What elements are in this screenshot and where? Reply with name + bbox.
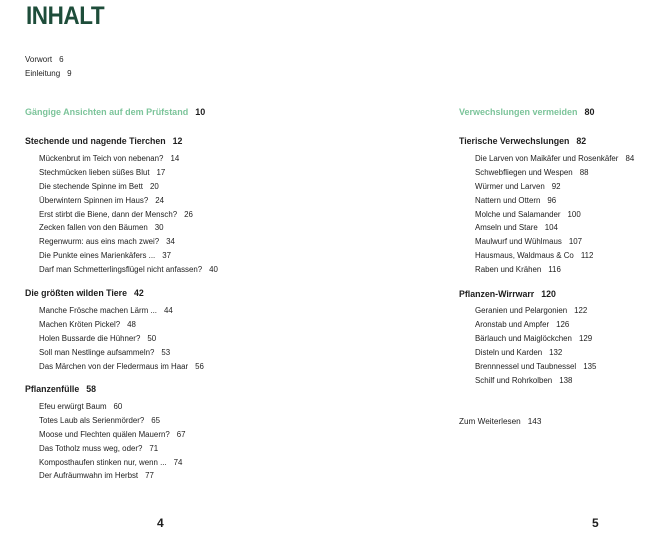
toc-entry-label: Zum Weiterlesen xyxy=(459,417,521,426)
toc-item-page: 14 xyxy=(170,154,180,163)
toc-item[interactable] xyxy=(475,319,569,330)
toc-item-page: 100 xyxy=(567,210,581,219)
toc-item-label: Amseln und Stare xyxy=(475,223,538,232)
toc-item[interactable] xyxy=(39,236,175,247)
toc-entry-weiterlesen[interactable] xyxy=(459,416,541,427)
toc-item-label: Moose und Flechten quälen Mauern? xyxy=(39,430,170,439)
toc-item[interactable] xyxy=(39,264,218,275)
toc-item-label: Molche und Salamander xyxy=(475,210,561,219)
toc-item[interactable] xyxy=(475,209,581,220)
toc-part-label: Verwechslungen vermeiden xyxy=(459,107,578,117)
toc-item[interactable] xyxy=(475,222,558,233)
toc-section-label: Pflanzen-Wirrwarr xyxy=(459,289,535,299)
toc-entry-page: 143 xyxy=(527,417,542,426)
toc-item[interactable] xyxy=(39,209,193,220)
toc-item-label: Soll man Nestlinge aufsammeln? xyxy=(39,348,155,357)
toc-item-page: 30 xyxy=(154,223,164,232)
toc-item-label: Totes Laub als Serienmörder? xyxy=(39,416,145,425)
toc-entry-label: Einleitung xyxy=(25,69,61,78)
toc-item-page: 26 xyxy=(184,210,193,219)
toc-item[interactable] xyxy=(39,429,186,440)
toc-item-page: 37 xyxy=(162,251,172,260)
toc-item-page: 88 xyxy=(579,168,589,177)
toc-item[interactable] xyxy=(39,319,136,330)
toc-item[interactable] xyxy=(475,264,561,275)
toc-section[interactable] xyxy=(25,136,182,147)
toc-section-label: Stechende und nagende Tierchen xyxy=(25,136,166,146)
toc-part-page: 80 xyxy=(584,107,595,117)
toc-item-label: Erst stirbt die Biene, dann der Mensch? xyxy=(39,210,178,219)
toc-item-page: 44 xyxy=(163,306,173,315)
toc-item-label: Holen Bussarde die Hühner? xyxy=(39,334,141,343)
toc-item-page: 60 xyxy=(113,402,123,411)
toc-item[interactable] xyxy=(39,470,154,481)
toc-item-page: 40 xyxy=(209,265,218,274)
toc-entry-vorwort[interactable] xyxy=(25,54,64,65)
toc-item-page: 104 xyxy=(544,223,558,232)
toc-part-label: Gängige Ansichten auf dem Prüfstand xyxy=(25,107,189,117)
toc-item[interactable] xyxy=(475,181,561,192)
toc-item-label: Die Punkte eines Marienkäfers ... xyxy=(39,251,156,260)
toc-item[interactable] xyxy=(475,167,588,178)
toc-item[interactable] xyxy=(39,222,164,233)
toc-item[interactable] xyxy=(39,333,156,344)
toc-item-label: Das Märchen von der Fledermaus im Haar xyxy=(39,362,189,371)
toc-item-label: Disteln und Karden xyxy=(475,348,543,357)
toc-item-label: Der Aufräumwahn im Herbst xyxy=(39,471,139,480)
toc-item-page: 67 xyxy=(176,430,186,439)
toc-item[interactable] xyxy=(475,153,634,164)
toc-item-page: 71 xyxy=(149,444,159,453)
toc-item-page: 107 xyxy=(568,237,583,246)
toc-item-label: Überwintern Spinnen im Haus? xyxy=(39,196,149,205)
toc-item[interactable] xyxy=(39,195,164,206)
toc-entry-page: 9 xyxy=(67,69,72,78)
toc-item-page: 24 xyxy=(155,196,164,205)
toc-item-label: Maulwurf und Wühlmaus xyxy=(475,237,562,246)
toc-item-label: Das Totholz muss weg, oder? xyxy=(39,444,143,453)
toc-item[interactable] xyxy=(475,333,592,344)
toc-section-label: Die größten wilden Tiere xyxy=(25,288,127,298)
toc-item-page: 138 xyxy=(559,376,573,385)
toc-item-label: Machen Kröten Pickel? xyxy=(39,320,121,329)
toc-item-page: 84 xyxy=(625,154,635,163)
toc-item-page: 116 xyxy=(548,265,561,274)
page-number-left: 4 xyxy=(157,516,164,530)
toc-item-label: Geranien und Pelargonien xyxy=(475,306,568,315)
toc-item[interactable] xyxy=(475,361,596,372)
toc-item-label: Raben und Krähen xyxy=(475,265,542,274)
toc-item-page: 34 xyxy=(166,237,175,246)
toc-item-page: 17 xyxy=(156,168,166,177)
toc-item-label: Mückenbrut im Teich von nebenan? xyxy=(39,154,164,163)
toc-item[interactable] xyxy=(475,250,593,261)
toc-section[interactable] xyxy=(25,384,96,395)
toc-section[interactable] xyxy=(459,289,556,300)
toc-item-label: Hausmaus, Waldmaus & Co xyxy=(475,251,574,260)
page-number-right: 5 xyxy=(592,516,599,530)
toc-item-page: 122 xyxy=(574,306,588,315)
toc-item-page: 112 xyxy=(580,251,594,260)
toc-part-right[interactable] xyxy=(459,107,595,118)
toc-section-page: 12 xyxy=(172,136,183,146)
toc-item-page: 74 xyxy=(173,458,183,467)
toc-section-page: 82 xyxy=(576,136,587,146)
toc-item[interactable] xyxy=(39,457,182,468)
toc-section[interactable] xyxy=(459,136,586,147)
toc-item[interactable] xyxy=(475,375,572,386)
toc-item-label: Manche Frösche machen Lärm ... xyxy=(39,306,157,315)
toc-item-label: Efeu erwürgt Baum xyxy=(39,402,107,411)
toc-item-page: 77 xyxy=(145,471,154,480)
toc-section-page: 120 xyxy=(541,289,556,299)
toc-item[interactable] xyxy=(39,167,165,178)
toc-item-label: Die stechende Spinne im Bett xyxy=(39,182,143,191)
toc-item-label: Bärlauch und Maiglöckchen xyxy=(475,334,572,343)
toc-entry-page: 6 xyxy=(59,55,64,64)
toc-item-label: Stechmücken lieben süßes Blut xyxy=(39,168,150,177)
toc-item-label: Brennnessel und Taubnessel xyxy=(475,362,577,371)
toc-item-label: Würmer und Larven xyxy=(475,182,545,191)
toc-section-page: 42 xyxy=(134,288,144,298)
toc-item-page: 53 xyxy=(161,348,171,357)
toc-section-label: Pflanzenfülle xyxy=(25,384,80,394)
toc-item[interactable] xyxy=(475,347,562,358)
toc-item-page: 50 xyxy=(147,334,157,343)
toc-item-label: Nattern und Ottern xyxy=(475,196,541,205)
toc-item-page: 65 xyxy=(151,416,161,425)
toc-item[interactable] xyxy=(475,236,582,247)
toc-section-label: Tierische Verwechslungen xyxy=(459,136,570,146)
toc-item[interactable] xyxy=(475,305,587,316)
toc-item[interactable] xyxy=(39,361,204,372)
toc-item-page: 129 xyxy=(578,334,593,343)
toc-item[interactable] xyxy=(39,401,122,412)
toc-item[interactable] xyxy=(39,443,158,454)
toc-entry-label: Vorwort xyxy=(25,55,53,64)
toc-item[interactable] xyxy=(39,347,170,358)
toc-item-page: 135 xyxy=(583,362,597,371)
toc-item-label: Komposthaufen stinken nur, wenn ... xyxy=(39,458,167,467)
toc-part-left[interactable] xyxy=(25,107,205,118)
toc-item-label: Schilf und Rohrkolben xyxy=(475,376,553,385)
toc-item[interactable] xyxy=(39,250,171,261)
toc-item-page: 126 xyxy=(556,320,570,329)
toc-item-page: 48 xyxy=(127,320,136,329)
toc-item-page: 92 xyxy=(551,182,561,191)
page-title: INHALT xyxy=(26,2,105,30)
toc-item[interactable] xyxy=(475,195,556,206)
toc-part-page: 10 xyxy=(195,107,206,117)
toc-section-page: 58 xyxy=(86,384,97,394)
toc-item-page: 56 xyxy=(195,362,204,371)
toc-item-label: Regenwurm: aus eins mach zwei? xyxy=(39,237,160,246)
toc-item[interactable] xyxy=(39,415,160,426)
toc-item[interactable] xyxy=(39,305,173,316)
toc-item-label: Schwebfliegen und Wespen xyxy=(475,168,573,177)
toc-item-label: Darf man Schmetterlingsflügel nicht anfassen? xyxy=(39,265,203,274)
toc-item[interactable] xyxy=(39,153,179,164)
toc-item-page: 96 xyxy=(547,196,557,205)
toc-item-page: 132 xyxy=(549,348,563,357)
toc-item-label: Zecken fallen von den Bäumen xyxy=(39,223,148,232)
toc-entry-einleitung[interactable] xyxy=(25,68,72,79)
toc-section[interactable] xyxy=(25,288,144,299)
toc-item-label: Die Larven von Maikäfer und Rosenkäfer xyxy=(475,154,619,163)
toc-item-label: Aronstab und Ampfer xyxy=(475,320,550,329)
toc-item[interactable] xyxy=(39,181,159,192)
toc-item-page: 20 xyxy=(149,182,159,191)
